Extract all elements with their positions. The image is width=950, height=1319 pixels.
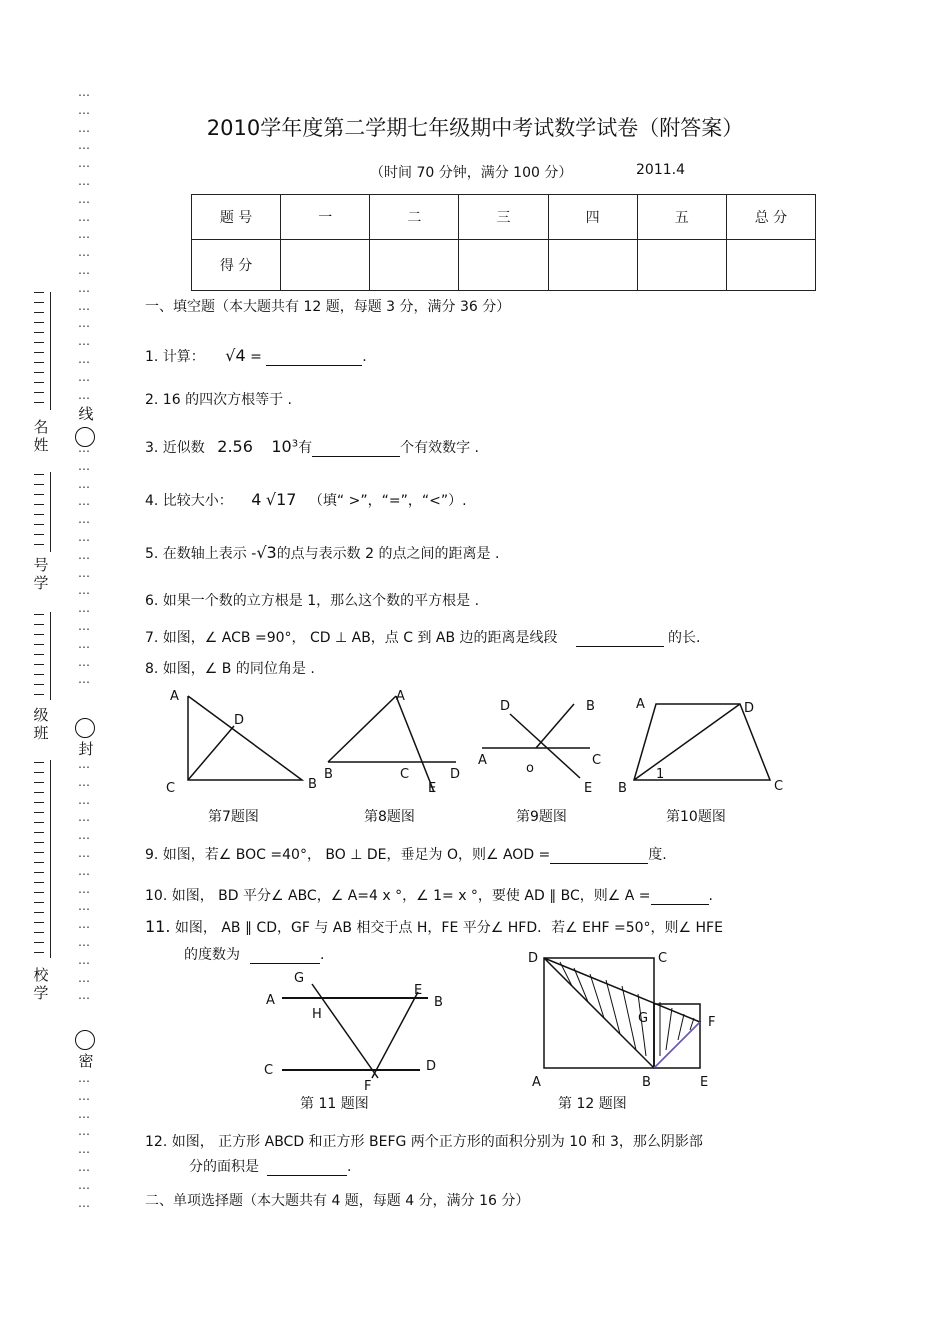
q4-text: 4. 比较大小： xyxy=(145,493,233,509)
question-7 xyxy=(145,627,700,647)
field-line xyxy=(50,760,51,958)
fig9-label: D xyxy=(500,699,511,714)
fig8-label: A xyxy=(396,689,405,704)
score-cell[interactable] xyxy=(726,240,815,291)
figure-10 xyxy=(612,684,792,794)
figure-8 xyxy=(318,684,468,794)
fig10-label: 1 xyxy=(656,767,665,782)
question-4 xyxy=(145,490,467,510)
fig12-label: C xyxy=(658,951,668,966)
fig9-caption: 第9题图 xyxy=(516,809,567,825)
fig7-label: C xyxy=(166,781,176,794)
fig11-label: F xyxy=(364,1079,372,1092)
score-header-cell: 总 分 xyxy=(726,195,815,240)
question-9 xyxy=(145,844,667,864)
score-header-cell: 题 号 xyxy=(192,195,281,240)
figure-9 xyxy=(472,690,622,800)
question-6: 6. 如果一个数的立方根是 1，那么这个数的平方根是 . xyxy=(145,593,480,609)
fig12-label: F xyxy=(708,1015,716,1030)
score-cell[interactable] xyxy=(548,240,637,291)
q1-expr: √4 xyxy=(225,346,246,365)
answer-blank[interactable] xyxy=(266,351,362,366)
q3-text: 3. 近似数 xyxy=(145,440,205,456)
answer-blank[interactable] xyxy=(550,849,648,864)
score-header-cell: 二 xyxy=(370,195,459,240)
fig11-label: D xyxy=(426,1059,437,1074)
fig9-label: o xyxy=(526,761,534,776)
q3-exponent: 3 xyxy=(291,438,299,450)
fig7-label: D xyxy=(234,713,245,728)
field-dashes xyxy=(34,292,44,410)
fig7-caption: 第7题图 xyxy=(208,809,259,825)
field-class: 级班 xyxy=(33,706,49,742)
q4-number: 4 xyxy=(251,490,262,509)
q10-tail: . xyxy=(708,888,713,904)
q3-base: 10 xyxy=(271,437,292,456)
circle-icon xyxy=(75,1030,95,1050)
figure-12 xyxy=(526,944,726,1094)
fig12-label: E xyxy=(700,1075,709,1090)
fig10-label: D xyxy=(744,701,755,716)
q10-text: 10. 如图， BD 平分∠ ABC，∠ A=4 x °，∠ 1= x °，要使 AD ∥ BC，则∠ A = xyxy=(145,888,651,904)
fig8-label: C xyxy=(400,767,410,782)
q3-tail: 个有效数字 . xyxy=(400,440,479,456)
score-row-label: 得 分 xyxy=(192,240,281,291)
fig10-label: B xyxy=(618,781,627,794)
fig9-label: E xyxy=(584,781,593,796)
q5-radical: √3 xyxy=(256,543,277,562)
field-name: 名姓 xyxy=(33,418,49,454)
field-line xyxy=(50,472,51,552)
q5-tail: 的点与表示数 2 的点之间的距离是 . xyxy=(276,546,500,562)
question-11-cont: 的度数为 . xyxy=(184,947,325,963)
fig11-label: B xyxy=(434,995,443,1010)
page-title: 2010学年度第二学期七年级期中考试数学试卷（附答案） xyxy=(206,116,744,140)
margin-dots-3: … … … … … … … … … … … … … … xyxy=(78,757,90,1003)
section-1-header: 一、填空题（本大题共有 12 题，每题 3 分，满分 36 分） xyxy=(145,299,511,315)
figure-7 xyxy=(160,684,330,794)
q7-tail: 的长. xyxy=(663,630,701,646)
q11-num: 11. xyxy=(145,917,171,936)
field-dashes xyxy=(34,474,44,552)
fig12-label: A xyxy=(532,1075,541,1090)
question-1 xyxy=(145,346,367,366)
field-dashes xyxy=(34,614,44,700)
fig8-caption: 第8题图 xyxy=(364,809,415,825)
fig11-label: H xyxy=(312,1007,322,1022)
q12-text-2: 分的面积是 xyxy=(189,1159,259,1175)
q11-text: 如图， AB ∥ CD，GF 与 AB 相交于点 H，FE 平分∠ HFD．若∠ EHF =50°，则∠ HFE xyxy=(170,920,723,936)
margin-dots-2: … … … … … … … … … … … … … … xyxy=(78,441,90,687)
fig10-label: C xyxy=(774,779,784,794)
figure-11 xyxy=(260,966,460,1092)
q9-text: 9. 如图，若∠ BOC =40°， BO ⊥ DE，垂足为 O，则∠ AOD = xyxy=(145,847,551,863)
fig8-label: B xyxy=(324,767,333,782)
field-line xyxy=(50,612,51,700)
fig12-label: B xyxy=(642,1075,651,1090)
field-number: 号学 xyxy=(33,556,49,592)
fig11-caption: 第 11 题图 xyxy=(300,1096,369,1112)
score-header-cell: 四 xyxy=(548,195,637,240)
fig9-label: B xyxy=(586,699,595,714)
margin-label-secret: 密 xyxy=(78,1052,94,1070)
fig9-label: A xyxy=(478,753,487,768)
fig11-label: E xyxy=(414,983,423,998)
score-table xyxy=(191,194,816,291)
answer-blank[interactable] xyxy=(312,442,400,457)
q5-text: 5. 在数轴上表示 - xyxy=(145,546,257,562)
question-11 xyxy=(145,917,723,937)
q1-num: 1. xyxy=(145,349,159,365)
fig12-label: G xyxy=(638,1011,649,1026)
field-school: 校学 xyxy=(33,966,49,1002)
section-2-header: 二、单项选择题（本大题共有 4 题，每题 4 分，满分 16 分） xyxy=(145,1193,530,1209)
question-12-cont: 分的面积是 . xyxy=(189,1159,352,1175)
score-cell[interactable] xyxy=(637,240,726,291)
score-cell[interactable] xyxy=(370,240,459,291)
exam-date: 2011.4 xyxy=(636,162,685,178)
score-cell[interactable] xyxy=(459,240,548,291)
fig11-label: G xyxy=(294,971,305,986)
exam-subtitle: （时间 70 分钟，满分 100 分） xyxy=(370,165,573,181)
fig10-caption: 第10题图 xyxy=(666,809,726,825)
question-10 xyxy=(145,885,713,905)
margin-label-line: 线 xyxy=(78,405,94,423)
score-cell[interactable] xyxy=(281,240,370,291)
q11-text-2: 的度数为 xyxy=(184,947,240,963)
q1-end: . xyxy=(362,349,367,365)
fig7-label: B xyxy=(308,777,317,792)
fig12-label: D xyxy=(528,951,539,966)
fig12-caption: 第 12 题图 xyxy=(558,1096,627,1112)
answer-blank[interactable] xyxy=(267,1161,347,1176)
field-dashes xyxy=(34,762,44,958)
margin-dots-4: … … … … … … … … xyxy=(78,1071,90,1210)
question-2: 2. 16 的四次方根等于 . xyxy=(145,392,292,408)
question-8: 8. 如图，∠ B 的同位角是 . xyxy=(145,661,315,677)
fig11-label: C xyxy=(264,1063,274,1078)
q7-text: 7. 如图，∠ ACB =90°， CD ⊥ AB，点 C 到 AB 边的距离是线段 xyxy=(145,630,558,646)
fig10-label: A xyxy=(636,697,645,712)
answer-blank[interactable] xyxy=(651,890,709,905)
fig8-label: E xyxy=(428,781,437,794)
q4-radical: √17 xyxy=(265,490,297,509)
fig11-label: A xyxy=(266,993,275,1008)
circle-icon xyxy=(75,427,95,447)
answer-blank[interactable] xyxy=(576,632,664,647)
q3-has: 有 xyxy=(298,440,313,456)
q3-number: 2.56 xyxy=(217,437,253,456)
answer-blank[interactable] xyxy=(250,949,320,964)
score-header-cell: 五 xyxy=(637,195,726,240)
margin-label-seal: 封 xyxy=(78,740,94,758)
question-12: 12. 如图， 正方形 ABCD 和正方形 BEFG 两个正方形的面积分别为 10 和 3，那么阴影部 xyxy=(145,1134,703,1150)
q9-tail: 度. xyxy=(648,847,667,863)
score-header-cell: 一 xyxy=(281,195,370,240)
field-line xyxy=(50,292,51,410)
fig8-label: D xyxy=(450,767,461,782)
margin-dots: … … … … … … … … … … … … … … … … … … xyxy=(78,85,90,402)
circle-icon xyxy=(75,718,95,738)
q4-hint: （填“ >”，“=”，“<”）. xyxy=(308,493,467,509)
question-3 xyxy=(145,437,479,457)
q1-text: 计算： xyxy=(162,349,205,365)
q1-tail: = xyxy=(245,349,267,365)
question-5 xyxy=(145,543,499,563)
score-header-cell: 三 xyxy=(459,195,548,240)
fig7-label: A xyxy=(170,689,179,704)
fig9-label: C xyxy=(592,753,602,768)
